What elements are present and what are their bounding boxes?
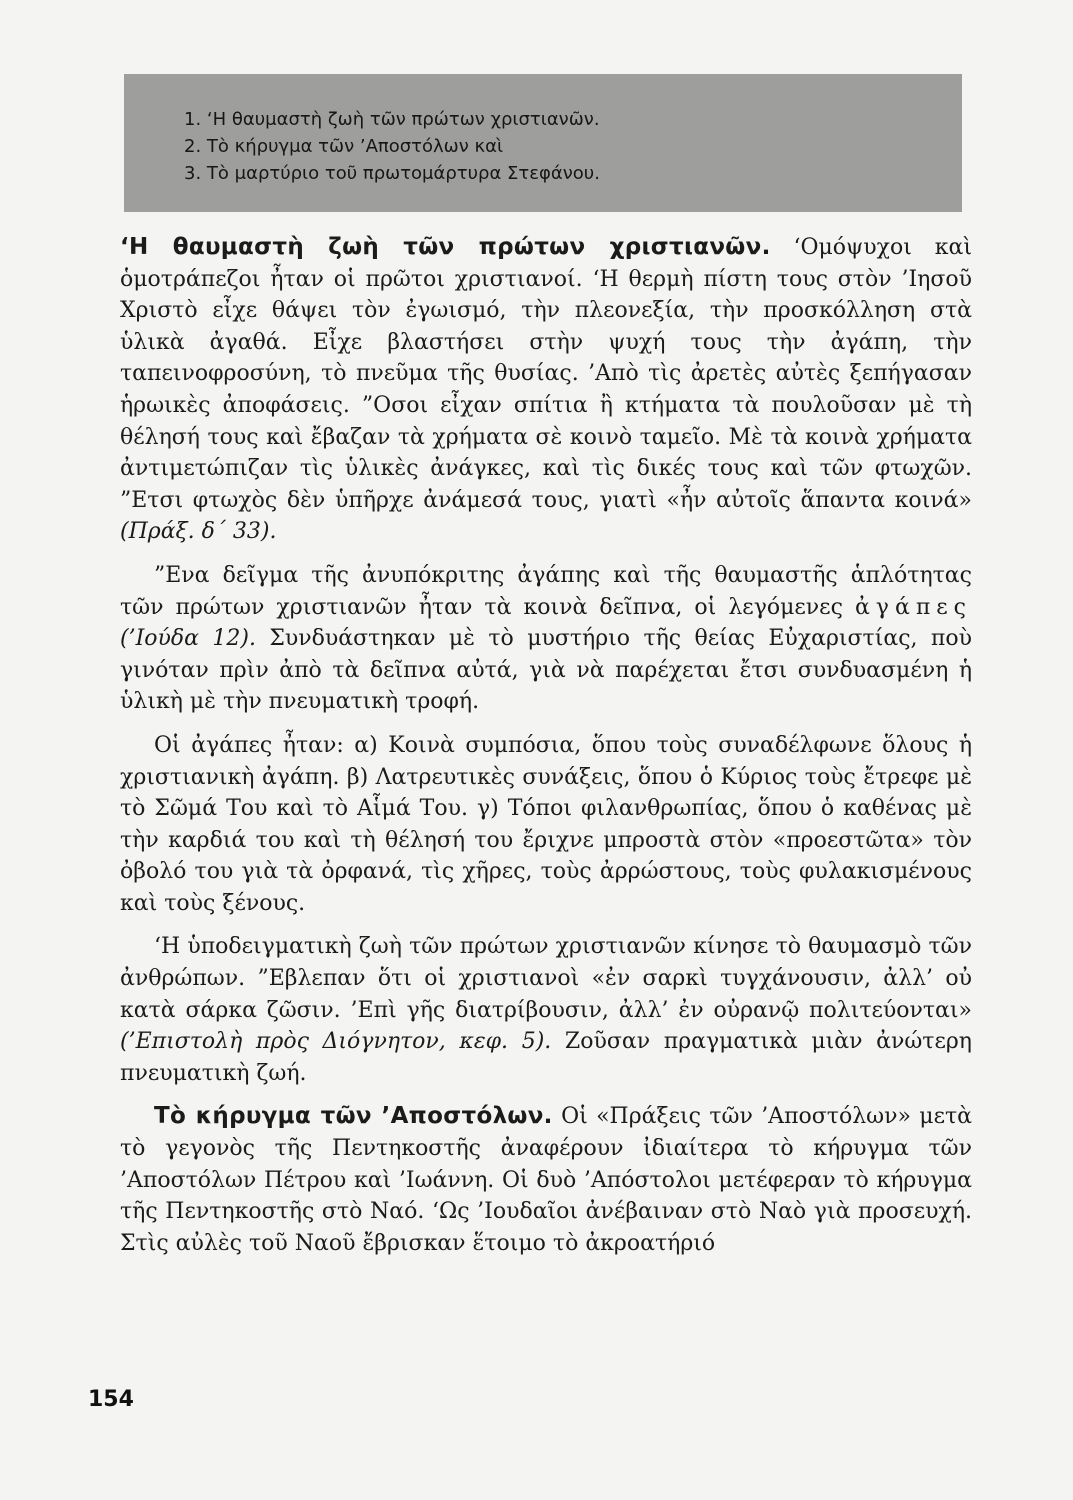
- paragraph-4-text-b: Ζοῦσαν πραγματικὰ μιὰν ἀνώτερη πνευματικὴ ζωή.: [120, 1029, 972, 1086]
- chapter-summary-list: [184, 106, 600, 187]
- agapes-term: ἀγάπες: [854, 594, 972, 620]
- section-1-paragraph-3: Οἱ ἀγάπες ἦταν: α) Κοινὰ συμπόσια, ὅπου τοὺς συναδέλφωνε ὅλους ἡ χριστιανικὴ ἀγάπη. β) Λατρευτικὲς συνάξεις, ὅπου ὁ Κύριος τοὺς ἔτρεφε μὲ τὸ Σῶμά Του καὶ τὸ Αἷμά Του. γ) Τόποι φιλανθρωπίας, ὅπου ὁ καθένας μὲ τὴν καρδιά του καὶ τὴ θέλησή του ἔριχνε μπροστὰ στὸν «προεστῶτα» τὸν ὀβολό του γιὰ τὰ ὀρφανά, τὶς χῆρες, τοὺς ἀρρώστους, τοὺς φυλακισμένους καὶ τοὺς ξένους.: [120, 732, 972, 916]
- summary-item-2: 2. Τὸ κήρυγμα τῶν ’Αποστόλων καὶ: [184, 136, 504, 157]
- main-text: [120, 232, 972, 1259]
- page-number: 154: [88, 1387, 134, 1412]
- section-2-paragraph-1-text: Οἱ «Πράξεις τῶν ’Αποστόλων» μετὰ τὸ γεγονὸς τῆς Πεντηκοστῆς ἀναφέρουν ἰδιαίτερα τὸ κήρυγμα τῶν ’Αποστόλων Πέτρου καὶ ’Ιωάννη. Οἱ δυὸ ’Απόστολοι μετέφεραν τὸ κήρυγμα τῆς Πεντηκοστῆς στὸ Ναό. ‘Ως ’Ιουδαῖοι ἀνέβαιναν στὸ Ναὸ γιὰ προσευχή. Στὶς αὐλὲς τοῦ Ναοῦ ἔβρισκαν ἕτοιμο τὸ ἀκροατήριό: [120, 1104, 973, 1256]
- chapter-summary-box: [124, 74, 962, 212]
- paragraph-4-text-a: ‘Η ὑποδειγματικὴ ζωὴ τῶν πρώτων χριστιανῶν κίνησε τὸ θαυμασμὸ τῶν ἀνθρώπων. ”Εβλεπαν ὅτι οἱ χριστιανοὶ «ἐν σαρκὶ τυγχάνουσιν, ἀλλ’ οὐ κατὰ σάρκα ζῶσιν. ’Επὶ γῆς διατρίβουσιν, ἀλλ’ ἐν οὐρανῷ πολιτεύονται»: [120, 934, 972, 1023]
- paragraph-2-text-a: ”Ενα δεῖγμα τῆς ἀνυπόκριτης ἀγάπης καὶ τῆς θαυμαστῆς ἁπλότητας τῶν πρώτων χριστιανῶν ἦταν τὰ κοινὰ δεῖπνα, οἱ λεγόμενες: [120, 562, 972, 620]
- ioudas-reference: (’Ιούδα 12).: [120, 626, 256, 652]
- section-1-paragraph-1: [120, 232, 972, 548]
- paragraph-2-text-b: Συνδυάστηκαν μὲ τὸ μυστήριο τῆς θείας Εὐχαριστίας, ποὺ γινόταν πρὶν ἀπὸ τὰ δεῖπνα αὐτά, γιὰ νὰ παρέχεται ἔτσι συνδυασμένη ἡ ὑλικὴ μὲ τὴν πνευματικὴ τροφή.: [120, 626, 972, 715]
- section-1-heading: ‘Η θαυμαστὴ ζωὴ τῶν πρώτων χριστιανῶν.: [120, 234, 771, 260]
- section-1-reference: (Πράξ. δ΄ 33).: [120, 519, 277, 545]
- section-1-paragraph-4: [120, 931, 972, 1089]
- section-2-heading: Τὸ κήρυγμα τῶν ’Αποστόλων.: [154, 1103, 553, 1130]
- diognetus-reference: (’Επιστολὴ πρὸς Διόγνητον, κεφ. 5).: [120, 1029, 552, 1055]
- section-1-paragraph-1-text: ‘Ομόψυχοι καὶ ὁμοτράπεζοι ἦταν οἱ πρῶτοι χριστιανοί. ‘Η θερμὴ πίστη τους στὸν ’Ιησοῦ Χριστὸ εἶχε θάψει τὸν ἐγωισμό, τὴν πλεονεξία, τὴν προσκόλληση στὰ ὑλικὰ ἀγαθά. Εἶχε βλαστήσει στὴν ψυχή τους τὴν ἀγάπη, τὴν ταπεινοφροσύνη, τὸ πνεῦμα τῆς θυσίας. ’Απὸ τὶς ἀρετὲς αὐτὲς ξεπήγασαν ἡρωικὲς ἀποφάσεις. ”Οσοι εἶχαν σπίτια ἢ κτήματα τὰ πουλοῦσαν μὲ τὴ θέλησή τους καὶ ἔβαζαν τὰ χρήματα σὲ κοινὸ ταμεῖο. Μὲ τὰ κοινὰ χρήματα ἀντιμετώπιζαν τὶς ὑλικὲς ἀνάγκες, καὶ τὶς δικές τους καὶ τῶν φτωχῶν. ”Ετσι φτωχὸς δὲν ὑπῆρχε ἀνάμεσά τους, γιατὶ «ἦν αὐτοῖς ἅπαντα κοινά»: [120, 235, 972, 513]
- summary-item-3: 3. Τὸ μαρτύριο τοῦ πρωτομάρτυρα Στεφάνου.: [184, 163, 600, 184]
- section-1-paragraph-2: [120, 560, 972, 718]
- section-2-paragraph-1: [120, 1101, 972, 1259]
- summary-item-1: 1. ‘Η θαυμαστὴ ζωὴ τῶν πρώτων χριστιανῶν.: [184, 109, 600, 130]
